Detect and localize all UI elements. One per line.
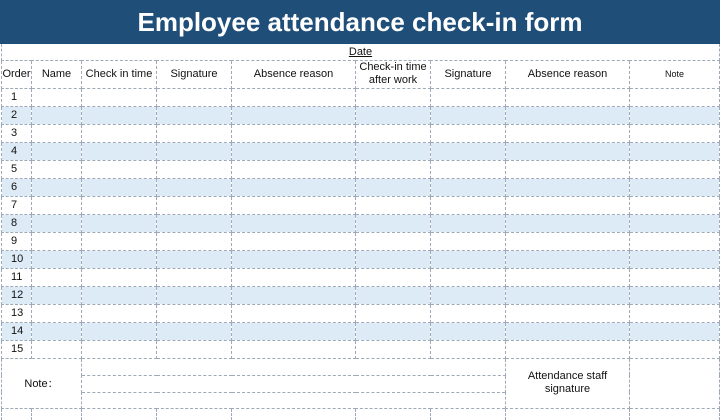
date-label: Date	[348, 45, 373, 58]
cell[interactable]	[506, 322, 630, 340]
column-header-name: Name	[32, 60, 82, 88]
row-number: 7	[2, 196, 32, 214]
note-field-line-3[interactable]	[82, 392, 506, 408]
cell[interactable]	[32, 250, 82, 268]
cell[interactable]	[232, 178, 356, 196]
row-number: 3	[2, 124, 32, 142]
cell[interactable]	[630, 142, 720, 160]
cell[interactable]	[157, 268, 232, 286]
cell[interactable]	[232, 88, 356, 106]
cell[interactable]	[232, 268, 356, 286]
cell[interactable]	[506, 250, 630, 268]
cell[interactable]	[32, 232, 82, 250]
cell[interactable]	[32, 268, 82, 286]
cell[interactable]	[32, 88, 82, 106]
cell[interactable]	[356, 322, 431, 340]
cell[interactable]	[157, 322, 232, 340]
table-row	[2, 88, 720, 106]
cell[interactable]	[82, 124, 157, 142]
cell[interactable]	[157, 340, 232, 358]
cell[interactable]	[356, 250, 431, 268]
cell[interactable]	[431, 340, 506, 358]
cell[interactable]	[32, 124, 82, 142]
cell[interactable]	[82, 160, 157, 178]
note-field-line-2[interactable]	[82, 375, 506, 392]
cell[interactable]	[630, 340, 720, 358]
cell[interactable]	[630, 408, 720, 420]
cell[interactable]	[157, 178, 232, 196]
cell[interactable]	[630, 160, 720, 178]
cell[interactable]	[506, 304, 630, 322]
cell[interactable]	[431, 160, 506, 178]
cell[interactable]	[630, 88, 720, 106]
cell[interactable]	[32, 178, 82, 196]
cell[interactable]	[232, 322, 356, 340]
row-number: 8	[2, 214, 32, 232]
row-number: 14	[2, 322, 32, 340]
cell[interactable]	[232, 142, 356, 160]
cell[interactable]	[82, 250, 157, 268]
cell[interactable]	[232, 214, 356, 232]
cell[interactable]	[431, 196, 506, 214]
row-number: 15	[2, 340, 32, 358]
cell[interactable]	[82, 214, 157, 232]
cell[interactable]	[356, 106, 431, 124]
table-row	[2, 124, 720, 142]
cell[interactable]	[506, 286, 630, 304]
cell[interactable]	[506, 142, 630, 160]
cell[interactable]	[431, 124, 506, 142]
cell[interactable]	[431, 286, 506, 304]
cell[interactable]	[431, 106, 506, 124]
cell[interactable]	[157, 304, 232, 322]
date-field[interactable]	[2, 44, 720, 60]
cell[interactable]	[157, 214, 232, 232]
cell[interactable]	[431, 304, 506, 322]
attendance-table	[1, 44, 720, 420]
cell[interactable]	[32, 196, 82, 214]
cell[interactable]	[356, 304, 431, 322]
cell[interactable]	[157, 408, 232, 420]
row-number: 1	[2, 88, 32, 106]
cell[interactable]	[630, 106, 720, 124]
header-row	[2, 60, 720, 88]
cell[interactable]	[32, 142, 82, 160]
cell[interactable]	[82, 322, 157, 340]
column-header-note: Note	[630, 60, 720, 88]
cell[interactable]	[630, 178, 720, 196]
cell[interactable]	[431, 232, 506, 250]
cell[interactable]	[82, 304, 157, 322]
cell[interactable]	[431, 214, 506, 232]
table-row	[2, 304, 720, 322]
table-row	[2, 322, 720, 340]
cell[interactable]	[356, 196, 431, 214]
row-number: 10	[2, 250, 32, 268]
cell[interactable]	[431, 322, 506, 340]
cell[interactable]	[506, 340, 630, 358]
cell[interactable]	[356, 178, 431, 196]
cell[interactable]	[356, 88, 431, 106]
table-row	[2, 286, 720, 304]
cell[interactable]	[506, 214, 630, 232]
cell[interactable]	[431, 250, 506, 268]
cell[interactable]	[2, 408, 32, 420]
cell[interactable]	[32, 322, 82, 340]
cell[interactable]	[232, 408, 356, 420]
row-number: 11	[2, 268, 32, 286]
cell[interactable]	[506, 196, 630, 214]
note-label: Note：	[2, 358, 82, 408]
cell[interactable]	[32, 286, 82, 304]
row-number: 4	[2, 142, 32, 160]
cell[interactable]	[630, 322, 720, 340]
cell[interactable]	[506, 178, 630, 196]
row-number: 12	[2, 286, 32, 304]
cell[interactable]	[157, 250, 232, 268]
cell[interactable]	[431, 178, 506, 196]
cell[interactable]	[506, 88, 630, 106]
cell[interactable]	[630, 304, 720, 322]
row-number: 2	[2, 106, 32, 124]
table-row	[2, 106, 720, 124]
cell[interactable]	[630, 124, 720, 142]
table-row	[2, 214, 720, 232]
column-header-absence-reason: Absence reason	[232, 60, 356, 88]
note-field-line-1[interactable]	[82, 358, 506, 375]
cell[interactable]	[356, 232, 431, 250]
cell[interactable]	[157, 286, 232, 304]
cell[interactable]	[82, 196, 157, 214]
cell[interactable]	[157, 142, 232, 160]
cell[interactable]	[232, 340, 356, 358]
cell[interactable]	[232, 232, 356, 250]
cell[interactable]	[356, 124, 431, 142]
column-header-check-in-time: Check in time	[82, 60, 157, 88]
cell[interactable]	[506, 232, 630, 250]
cell[interactable]	[32, 408, 82, 420]
cell[interactable]	[431, 268, 506, 286]
cell[interactable]	[630, 268, 720, 286]
cell[interactable]	[232, 304, 356, 322]
row-number: 13	[2, 304, 32, 322]
column-header-signature-2: Signature	[431, 60, 506, 88]
cell[interactable]	[32, 214, 82, 232]
cell[interactable]	[356, 160, 431, 178]
row-number: 5	[2, 160, 32, 178]
cell[interactable]	[82, 286, 157, 304]
cell[interactable]	[356, 268, 431, 286]
table-row	[2, 268, 720, 286]
cell[interactable]	[157, 106, 232, 124]
cell[interactable]	[157, 196, 232, 214]
cell[interactable]	[630, 214, 720, 232]
cell[interactable]	[82, 268, 157, 286]
cell[interactable]	[32, 304, 82, 322]
cell[interactable]	[232, 106, 356, 124]
table-row	[2, 250, 720, 268]
cell[interactable]	[32, 340, 82, 358]
cell[interactable]	[356, 408, 431, 420]
cell[interactable]	[82, 106, 157, 124]
cell[interactable]	[506, 160, 630, 178]
table-row	[2, 178, 720, 196]
column-header-order: Order	[2, 60, 32, 88]
cell[interactable]	[506, 408, 630, 420]
cell[interactable]	[32, 160, 82, 178]
cell[interactable]	[630, 250, 720, 268]
row-number: 6	[2, 178, 32, 196]
cell[interactable]	[431, 142, 506, 160]
cell[interactable]	[356, 286, 431, 304]
cell[interactable]	[356, 214, 431, 232]
table-row	[2, 196, 720, 214]
cell[interactable]	[82, 232, 157, 250]
form-title: Employee attendance check-in form	[0, 0, 720, 44]
cell[interactable]	[232, 160, 356, 178]
cell[interactable]	[506, 124, 630, 142]
cell[interactable]	[356, 340, 431, 358]
cell[interactable]	[82, 178, 157, 196]
cell[interactable]	[506, 106, 630, 124]
cell[interactable]	[157, 232, 232, 250]
cell[interactable]	[431, 408, 506, 420]
cell[interactable]	[82, 88, 157, 106]
staff-signature-field[interactable]	[630, 358, 720, 408]
cell[interactable]	[506, 268, 630, 286]
cell[interactable]	[232, 286, 356, 304]
column-header-absence-reason-2: Absence reason	[506, 60, 630, 88]
column-header-signature: Signature	[157, 60, 232, 88]
table-row	[2, 160, 720, 178]
cell[interactable]	[157, 160, 232, 178]
table-row	[2, 232, 720, 250]
blank-row	[2, 408, 720, 420]
column-header-check-in-after-work: Check-in time after work	[356, 60, 431, 88]
staff-signature-label: Attendance staff signature	[506, 358, 630, 408]
cell[interactable]	[232, 124, 356, 142]
cell[interactable]	[232, 250, 356, 268]
table-row	[2, 340, 720, 358]
cell[interactable]	[82, 408, 157, 420]
cell[interactable]	[630, 196, 720, 214]
cell[interactable]	[157, 124, 232, 142]
cell[interactable]	[232, 196, 356, 214]
cell[interactable]	[356, 142, 431, 160]
table-row	[2, 142, 720, 160]
cell[interactable]	[32, 106, 82, 124]
cell[interactable]	[431, 88, 506, 106]
row-number: 9	[2, 232, 32, 250]
cell[interactable]	[630, 286, 720, 304]
cell[interactable]	[157, 88, 232, 106]
cell[interactable]	[82, 142, 157, 160]
cell[interactable]	[630, 232, 720, 250]
cell[interactable]	[82, 340, 157, 358]
